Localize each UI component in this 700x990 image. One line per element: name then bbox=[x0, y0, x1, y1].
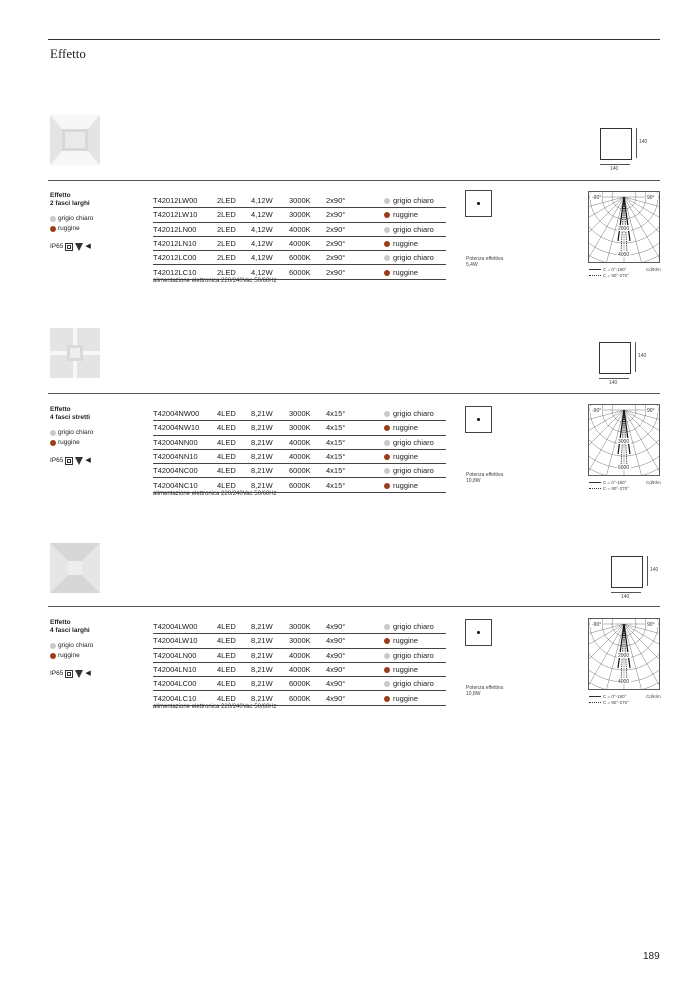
ring-label-inner: 2000 bbox=[618, 653, 630, 659]
product-code: T42004NW10 bbox=[153, 421, 217, 435]
table-row bbox=[153, 677, 446, 691]
finish-text: grigio chiaro bbox=[393, 409, 434, 419]
color-temperature: 3000K bbox=[289, 620, 326, 634]
polar-diagram bbox=[588, 618, 660, 690]
finish-label: ruggine bbox=[58, 439, 80, 446]
ruggine-swatch bbox=[384, 270, 390, 276]
finish-cell bbox=[384, 648, 446, 662]
dotted-line-icon bbox=[589, 702, 601, 703]
product-photo-icon bbox=[50, 543, 100, 593]
certification-icons bbox=[50, 457, 93, 465]
section-separator bbox=[48, 393, 660, 394]
product-thumbnail bbox=[50, 115, 100, 165]
height-dimension-line bbox=[647, 556, 648, 586]
finish-text: ruggine bbox=[393, 423, 419, 433]
supply-note: alimentazione elettronica 220/240Vac 50/60Hz bbox=[153, 704, 277, 710]
class-ii-icon bbox=[65, 457, 73, 465]
polar-chart-svg bbox=[588, 618, 660, 690]
grigio-swatch bbox=[384, 653, 390, 659]
effective-power-label: Potenza effettiva bbox=[466, 256, 504, 262]
color-temperature: 6000K bbox=[289, 464, 326, 478]
grigio-swatch bbox=[384, 468, 390, 474]
led-count: 4LED bbox=[217, 435, 251, 449]
cd-unit: Cd/Klm bbox=[646, 694, 661, 699]
led-count: 4LED bbox=[217, 478, 251, 492]
class-ii-icon bbox=[65, 670, 73, 678]
beam-angle: 4x15° bbox=[326, 478, 384, 492]
product-thumbnail bbox=[50, 328, 100, 378]
legend-c90: C = 90°-270° bbox=[603, 273, 629, 278]
finish-cell bbox=[384, 421, 446, 435]
beam-angle: 2x90° bbox=[326, 194, 384, 208]
power: 4,12W bbox=[251, 222, 289, 236]
supply-note: alimentazione elettronica 220/240Vac 50/60Hz bbox=[153, 491, 277, 497]
polar-legend bbox=[589, 267, 629, 279]
product-code: T42004LC10 bbox=[153, 691, 217, 705]
grigio-swatch bbox=[384, 624, 390, 630]
ruggine-swatch bbox=[384, 667, 390, 673]
finish-text: grigio chiaro bbox=[393, 466, 434, 476]
beam-angle: 2x90° bbox=[326, 208, 384, 222]
power: 8,21W bbox=[251, 648, 289, 662]
beam-angle: 4x15° bbox=[326, 449, 384, 463]
product-name: Effetto bbox=[50, 406, 71, 413]
ruggine-swatch bbox=[384, 638, 390, 644]
height-label: 140 bbox=[638, 353, 647, 359]
beam-angle: 4x15° bbox=[326, 407, 384, 421]
ip-rating: IP65 bbox=[50, 670, 64, 677]
polar-legend bbox=[589, 694, 629, 706]
finish-text: grigio chiaro bbox=[393, 622, 434, 632]
page-title: Effetto bbox=[50, 46, 86, 61]
product-photo-icon bbox=[50, 328, 100, 378]
color-temperature: 6000K bbox=[289, 677, 326, 691]
finish-cell bbox=[384, 620, 446, 634]
product-info bbox=[50, 192, 93, 251]
product-code: T42012LW00 bbox=[153, 194, 217, 208]
supply-note: alimentazione elettronica 220/240Vac 50/60Hz bbox=[153, 278, 277, 284]
color-temperature: 6000K bbox=[289, 691, 326, 705]
finish-text: grigio chiaro bbox=[393, 679, 434, 689]
beam-angle: 2x90° bbox=[326, 265, 384, 279]
product-code: T42012LN00 bbox=[153, 222, 217, 236]
power: 8,21W bbox=[251, 435, 289, 449]
color-temperature: 4000K bbox=[289, 449, 326, 463]
product-code: T42004NC10 bbox=[153, 478, 217, 492]
angle-label-right: 90° bbox=[647, 408, 655, 414]
effective-power-label: Potenza effettiva bbox=[466, 472, 504, 478]
finish-cell bbox=[384, 464, 446, 478]
table-row bbox=[153, 634, 446, 648]
led-count: 4LED bbox=[217, 464, 251, 478]
certification-icons bbox=[50, 243, 93, 251]
finish-cell bbox=[384, 634, 446, 648]
triangle-icon bbox=[75, 243, 83, 251]
ip-rating: IP65 bbox=[50, 457, 64, 464]
color-temperature: 3000K bbox=[289, 634, 326, 648]
table-row bbox=[153, 236, 446, 250]
table-row bbox=[153, 208, 446, 222]
lamp-icon: ◀︎ bbox=[85, 457, 91, 464]
polar-chart-svg bbox=[588, 404, 660, 476]
finish-text: grigio chiaro bbox=[393, 224, 434, 234]
polar-chart-svg bbox=[588, 191, 660, 263]
effective-power-value: 5,4W bbox=[466, 262, 478, 268]
dotted-line-icon bbox=[589, 488, 601, 489]
grigio-swatch bbox=[384, 440, 390, 446]
lamp-icon: ◀︎ bbox=[85, 670, 91, 677]
finish-cell bbox=[384, 208, 446, 222]
lamp-icon: ◀︎ bbox=[85, 243, 91, 250]
finish-label: ruggine bbox=[58, 652, 80, 659]
finish-cell bbox=[384, 236, 446, 250]
table-row bbox=[153, 194, 446, 208]
polar-legend bbox=[589, 480, 629, 492]
emission-diagram bbox=[465, 619, 492, 646]
color-temperature: 4000K bbox=[289, 435, 326, 449]
center-dot bbox=[477, 418, 480, 421]
height-label: 140 bbox=[639, 139, 648, 145]
grigio-swatch bbox=[384, 227, 390, 233]
table-row bbox=[153, 421, 446, 435]
product-table bbox=[153, 620, 446, 706]
table-row bbox=[153, 648, 446, 662]
width-dimension-line bbox=[600, 164, 630, 165]
led-count: 4LED bbox=[217, 634, 251, 648]
power: 4,12W bbox=[251, 194, 289, 208]
product-code: T42012LW10 bbox=[153, 208, 217, 222]
table-row bbox=[153, 222, 446, 236]
color-temperature: 4000K bbox=[289, 662, 326, 676]
solid-line-icon bbox=[589, 482, 601, 483]
angle-label-right: 90° bbox=[647, 195, 655, 201]
color-temperature: 4000K bbox=[289, 236, 326, 250]
table-row bbox=[153, 464, 446, 478]
finish-grigio bbox=[50, 429, 93, 437]
product-code: T42004LN10 bbox=[153, 662, 217, 676]
finish-text: grigio chiaro bbox=[393, 253, 434, 263]
product-code: T42004NW00 bbox=[153, 407, 217, 421]
beam-angle: 4x90° bbox=[326, 648, 384, 662]
grigio-swatch bbox=[384, 681, 390, 687]
beam-angle: 2x90° bbox=[326, 236, 384, 250]
cd-unit: Cd/Klm bbox=[646, 480, 661, 485]
effective-power-label: Potenza effettiva bbox=[466, 685, 504, 691]
product-code: T42004NN00 bbox=[153, 435, 217, 449]
product-code: T42012LC10 bbox=[153, 265, 217, 279]
ruggine-swatch bbox=[384, 425, 390, 431]
width-dimension-line bbox=[611, 592, 641, 593]
product-table bbox=[153, 194, 446, 280]
height-dimension-line bbox=[636, 128, 637, 158]
color-temperature: 6000K bbox=[289, 251, 326, 265]
finish-grigio bbox=[50, 215, 93, 223]
power: 8,21W bbox=[251, 662, 289, 676]
finish-text: grigio chiaro bbox=[393, 437, 434, 447]
legend-c0: C = 0°-180° bbox=[603, 267, 627, 272]
color-temperature: 3000K bbox=[289, 208, 326, 222]
ruggine-swatch bbox=[50, 440, 56, 446]
section-separator bbox=[48, 606, 660, 607]
legend-c90: C = 90°-270° bbox=[603, 486, 629, 491]
product-name: Effetto bbox=[50, 619, 71, 626]
dotted-line-icon bbox=[589, 275, 601, 276]
ruggine-swatch bbox=[384, 241, 390, 247]
product-subtitle: 2 fasci larghi bbox=[50, 200, 90, 207]
top-rule bbox=[48, 39, 660, 40]
finish-text: ruggine bbox=[393, 665, 419, 675]
product-info bbox=[50, 406, 93, 465]
grigio-swatch bbox=[50, 643, 56, 649]
finish-grigio bbox=[50, 642, 93, 650]
width-dimension-line bbox=[599, 378, 629, 379]
color-temperature: 4000K bbox=[289, 222, 326, 236]
effective-power-value: 10,8W bbox=[466, 691, 481, 697]
ruggine-swatch bbox=[384, 212, 390, 218]
finish-text: ruggine bbox=[393, 693, 419, 703]
product-code: T42004LW10 bbox=[153, 634, 217, 648]
finish-label: ruggine bbox=[58, 225, 80, 232]
product-code: T42012LN10 bbox=[153, 236, 217, 250]
product-name: Effetto bbox=[50, 192, 71, 199]
finish-text: ruggine bbox=[393, 239, 419, 249]
emission-diagram bbox=[465, 190, 492, 217]
power: 8,21W bbox=[251, 464, 289, 478]
led-count: 4LED bbox=[217, 449, 251, 463]
color-temperature: 3000K bbox=[289, 421, 326, 435]
finish-text: ruggine bbox=[393, 636, 419, 646]
legend-c0: C = 0°-180° bbox=[603, 480, 627, 485]
ruggine-swatch bbox=[50, 226, 56, 232]
certification-icons bbox=[50, 670, 93, 678]
power: 8,21W bbox=[251, 421, 289, 435]
finish-cell bbox=[384, 449, 446, 463]
beam-angle: 2x90° bbox=[326, 222, 384, 236]
led-count: 2LED bbox=[217, 251, 251, 265]
finish-cell bbox=[384, 222, 446, 236]
dimension-square bbox=[611, 556, 643, 588]
led-count: 2LED bbox=[217, 208, 251, 222]
ruggine-swatch bbox=[384, 696, 390, 702]
power: 8,21W bbox=[251, 449, 289, 463]
power: 4,12W bbox=[251, 208, 289, 222]
effective-power-value: 10,8W bbox=[466, 478, 481, 484]
emission-diagram bbox=[465, 406, 492, 433]
class-ii-icon bbox=[65, 243, 73, 251]
polar-diagram bbox=[588, 191, 660, 263]
led-count: 4LED bbox=[217, 662, 251, 676]
legend-c0: C = 0°-180° bbox=[603, 694, 627, 699]
color-temperature: 4000K bbox=[289, 648, 326, 662]
finish-ruggine bbox=[50, 439, 93, 447]
power: 4,12W bbox=[251, 236, 289, 250]
finish-cell bbox=[384, 435, 446, 449]
width-label: 140 bbox=[621, 594, 630, 600]
finish-cell bbox=[384, 251, 446, 265]
power: 8,21W bbox=[251, 634, 289, 648]
color-temperature: 3000K bbox=[289, 194, 326, 208]
effective-power bbox=[466, 472, 503, 484]
grigio-swatch bbox=[384, 411, 390, 417]
beam-angle: 4x90° bbox=[326, 677, 384, 691]
effective-power bbox=[466, 256, 503, 268]
led-count: 2LED bbox=[217, 265, 251, 279]
beam-angle: 4x90° bbox=[326, 662, 384, 676]
finish-cell bbox=[384, 691, 446, 705]
grigio-swatch bbox=[50, 216, 56, 222]
led-count: 2LED bbox=[217, 236, 251, 250]
grigio-swatch bbox=[384, 198, 390, 204]
product-code: T42012LC00 bbox=[153, 251, 217, 265]
ring-label-outer: 6000 bbox=[618, 465, 630, 471]
ip-rating: IP65 bbox=[50, 243, 64, 250]
led-count: 4LED bbox=[217, 407, 251, 421]
dimension-drawing bbox=[600, 128, 660, 178]
beam-angle: 4x15° bbox=[326, 464, 384, 478]
beam-angle: 4x15° bbox=[326, 421, 384, 435]
product-code: T42004NC00 bbox=[153, 464, 217, 478]
led-count: 4LED bbox=[217, 648, 251, 662]
led-count: 4LED bbox=[217, 691, 251, 705]
finish-ruggine bbox=[50, 652, 93, 660]
ruggine-swatch bbox=[50, 653, 56, 659]
product-info bbox=[50, 619, 93, 678]
table-row bbox=[153, 407, 446, 421]
solid-line-icon bbox=[589, 696, 601, 697]
table-row bbox=[153, 662, 446, 676]
product-subtitle: 4 fasci stretti bbox=[50, 414, 91, 421]
finish-cell bbox=[384, 194, 446, 208]
ring-label-inner: 3000 bbox=[618, 439, 630, 445]
dimension-square bbox=[599, 342, 631, 374]
finish-label: grigio chiaro bbox=[58, 642, 94, 649]
angle-label-left: -90° bbox=[592, 622, 602, 628]
angle-label-left: -90° bbox=[592, 408, 602, 414]
table-row bbox=[153, 449, 446, 463]
color-temperature: 6000K bbox=[289, 265, 326, 279]
product-code: T42004LC00 bbox=[153, 677, 217, 691]
effective-power bbox=[466, 685, 503, 697]
product-table bbox=[153, 407, 446, 493]
triangle-icon bbox=[75, 670, 83, 678]
beam-angle: 2x90° bbox=[326, 251, 384, 265]
finish-cell bbox=[384, 265, 446, 279]
product-photo-icon bbox=[50, 115, 100, 165]
finish-label: grigio chiaro bbox=[58, 429, 94, 436]
ring-label-outer: 4000 bbox=[618, 679, 630, 685]
dimension-square bbox=[600, 128, 632, 160]
center-dot bbox=[477, 202, 480, 205]
led-count: 4LED bbox=[217, 421, 251, 435]
cd-unit: Cd/Klm bbox=[646, 267, 661, 272]
page-number: 189 bbox=[643, 951, 660, 962]
ring-label-outer: 4000 bbox=[618, 252, 630, 258]
beam-angle: 4x15° bbox=[326, 435, 384, 449]
power: 8,21W bbox=[251, 407, 289, 421]
ring-label-inner: 2000 bbox=[618, 226, 630, 232]
width-label: 140 bbox=[609, 380, 618, 386]
finish-text: ruggine bbox=[393, 210, 419, 220]
width-label: 140 bbox=[610, 166, 619, 172]
triangle-icon bbox=[75, 457, 83, 465]
power: 8,21W bbox=[251, 691, 289, 705]
beam-angle: 4x90° bbox=[326, 620, 384, 634]
finish-text: ruggine bbox=[393, 452, 419, 462]
finish-text: grigio chiaro bbox=[393, 196, 434, 206]
led-count: 4LED bbox=[217, 620, 251, 634]
finish-cell bbox=[384, 677, 446, 691]
finish-text: ruggine bbox=[393, 267, 419, 277]
section-separator bbox=[48, 180, 660, 181]
power: 8,21W bbox=[251, 677, 289, 691]
legend-c90: C = 90°-270° bbox=[603, 700, 629, 705]
finish-cell bbox=[384, 407, 446, 421]
ruggine-swatch bbox=[384, 483, 390, 489]
color-temperature: 3000K bbox=[289, 407, 326, 421]
product-subtitle: 4 fasci larghi bbox=[50, 627, 90, 634]
ruggine-swatch bbox=[384, 454, 390, 460]
finish-text: grigio chiaro bbox=[393, 650, 434, 660]
grigio-swatch bbox=[50, 430, 56, 436]
angle-label-right: 90° bbox=[647, 622, 655, 628]
finish-label: grigio chiaro bbox=[58, 215, 94, 222]
height-label: 140 bbox=[650, 567, 659, 573]
beam-angle: 4x90° bbox=[326, 691, 384, 705]
dimension-drawing bbox=[599, 342, 659, 392]
led-count: 4LED bbox=[217, 677, 251, 691]
dimension-drawing bbox=[611, 556, 671, 606]
power: 8,21W bbox=[251, 620, 289, 634]
angle-label-left: -90° bbox=[592, 195, 602, 201]
finish-cell bbox=[384, 662, 446, 676]
solid-line-icon bbox=[589, 269, 601, 270]
power: 4,12W bbox=[251, 265, 289, 279]
center-dot bbox=[477, 631, 480, 634]
led-count: 2LED bbox=[217, 194, 251, 208]
table-row bbox=[153, 435, 446, 449]
grigio-swatch bbox=[384, 255, 390, 261]
power: 4,12W bbox=[251, 251, 289, 265]
polar-diagram bbox=[588, 404, 660, 476]
product-thumbnail bbox=[50, 543, 100, 593]
led-count: 2LED bbox=[217, 222, 251, 236]
height-dimension-line bbox=[635, 342, 636, 372]
finish-cell bbox=[384, 478, 446, 492]
table-row bbox=[153, 251, 446, 265]
finish-text: ruggine bbox=[393, 480, 419, 490]
beam-angle: 4x90° bbox=[326, 634, 384, 648]
finish-ruggine bbox=[50, 225, 93, 233]
power: 8,21W bbox=[251, 478, 289, 492]
product-code: T42004LW00 bbox=[153, 620, 217, 634]
table-row bbox=[153, 620, 446, 634]
color-temperature: 6000K bbox=[289, 478, 326, 492]
product-code: T42004LN00 bbox=[153, 648, 217, 662]
product-code: T42004NN10 bbox=[153, 449, 217, 463]
